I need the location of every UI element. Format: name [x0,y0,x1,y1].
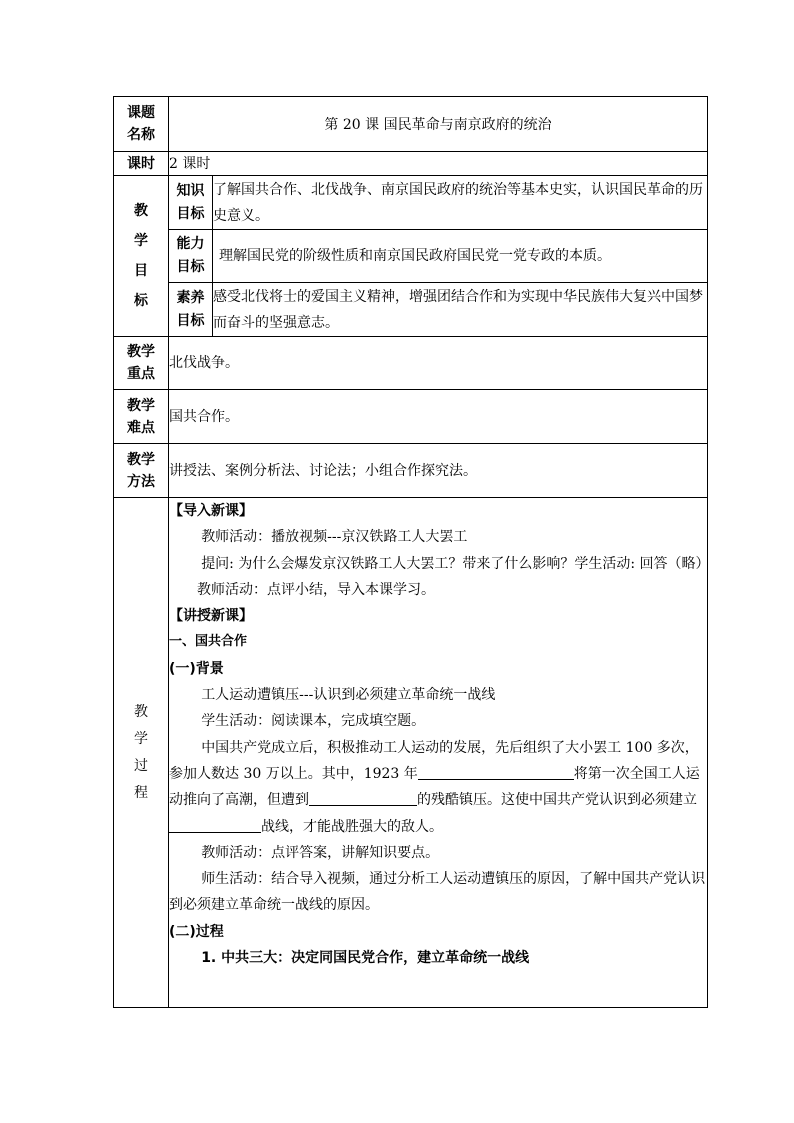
ability-goal-label-1: 能力 [176,236,205,252]
intro-line-3: 教师活动：点评小结，导入本课学习。 [197,581,435,598]
method-label-2: 方法 [127,473,155,490]
intro-heading: 【导入新课】 [169,503,253,519]
fill-text-part-4: 战线，才能战胜强大的敌人。 [261,818,443,835]
lesson-plan-table [113,96,708,1008]
fill-text-part-2: 将第一次全国工人运动推向了高潮，但遭到 [169,765,700,809]
subheading-process: (二)过程 [169,923,224,940]
goals-label-2: 学 [134,233,148,249]
subheading-background: (一)背景 [169,660,224,677]
process-label [114,498,169,1008]
difficulty-label-1: 教学 [127,397,155,414]
background-fill-paragraph [169,735,707,840]
background-line-1: 工人运动遭镇压---认识到必须建立革命统一战线 [201,687,496,704]
intro-line-1: 教师活动：播放视频---京汉铁路工人大罢工 [201,529,468,546]
hours-label: 课时 [114,152,169,176]
ability-goal-label-2: 目标 [176,259,205,275]
difficulty-text: 国共合作。 [169,390,708,444]
process-content [169,498,708,1008]
key-point-label-2: 重点 [127,366,155,382]
lesson-name-label [114,97,169,152]
fill-text-part-1: 中国共产党成立后，积极推动工人运动的发展，先后组织了大小罢工 100 多次，参加人数达 30 万以上。其中，1923 年 [169,739,699,782]
process-label-1: 教 [134,703,148,720]
key-point-label-1: 教学 [127,344,155,360]
knowledge-goal-label-2: 目标 [176,205,205,222]
process-label-2: 学 [134,730,148,747]
ability-goal-text: 理解国民党的阶级性质和南京国民政府国民党一党专政的本质。 [213,230,708,283]
goals-label-3: 目 [134,263,148,279]
literacy-goal-label-1: 素养 [176,289,205,306]
fill-blank-1[interactable] [418,765,574,780]
fill-blank-3[interactable] [169,818,261,833]
ability-goal-label [169,230,213,283]
background-line-2: 学生活动：阅读课本，完成填空题。 [201,713,426,730]
method-label-1: 教学 [127,451,155,468]
hours-value: 2 课时 [169,152,708,176]
knowledge-goal-text: 了解国共合作、北伐战争、南京国民政府的统治等基本史实，认识国民革命的历史意义。 [213,176,708,230]
difficulty-label [114,390,169,444]
knowledge-goal-label [169,176,213,230]
background-line-5: 师生活动：结合导入视频，通过分析工人运动遭镇压的原因，了解中国共产党认识到必须建立革命统一战线的原因。 [169,871,706,914]
lesson-title: 第 20 课 国民革命与南京政府的统治 [169,97,708,152]
process-label-4: 程 [134,784,148,801]
teach-heading: 【讲授新课】 [169,608,253,625]
process-label-3: 过 [134,757,148,774]
knowledge-goal-label-1: 知识 [176,182,205,199]
goals-label-1: 教 [134,203,148,219]
background-line-4: 教师活动：点评答案，讲解知识要点。 [201,844,440,861]
lesson-name-label-line1: 课题 [127,105,155,121]
method-text: 讲授法、案例分析法、讨论法；小组合作探究法。 [169,444,708,498]
lesson-name-label-line2: 名称 [127,127,155,143]
fill-text-part-3: 的残酷镇压。这使中国共产党认识到必须建立 [417,792,697,809]
intro-line-2: 提问: 为什么会爆发京汉铁路工人大罢工？带来了什么影响？学生活动: 回答（略） [201,555,710,572]
fill-blank-2[interactable] [309,791,417,806]
goals-label [114,176,169,337]
difficulty-label-2: 难点 [127,419,155,436]
key-point-text: 北伐战争。 [169,337,708,390]
key-point-label [114,337,169,390]
process-point-1: 1. 中共三大：决定同国民党合作，建立革命统一战线 [201,950,530,967]
section-heading-1: 一、国共合作 [169,634,248,650]
literacy-goal-label [169,283,213,337]
method-label [114,444,169,498]
literacy-goal-text: 感受北伐将士的爱国主义精神，增强团结合作和为实现中华民族伟大复兴中国梦而奋斗的坚强意志。 [213,283,708,337]
goals-label-4: 标 [134,293,148,309]
literacy-goal-label-2: 目标 [176,312,205,329]
